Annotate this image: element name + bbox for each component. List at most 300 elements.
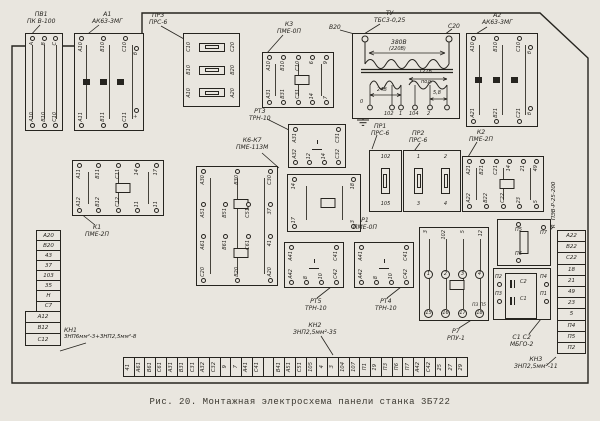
terminal [96, 197, 101, 213]
ref: А1 [103, 11, 112, 18]
terminal [494, 159, 499, 175]
thermal-row [76, 79, 131, 85]
strip-cell-label: А22 [566, 233, 577, 240]
block-k1-contactor [72, 160, 164, 216]
block-pr1-fuse [369, 150, 402, 212]
terminal-label: А10 [29, 112, 35, 122]
terminal-row [198, 169, 276, 185]
strip-cell-label: А20 [43, 232, 54, 239]
label-k3 [277, 21, 301, 36]
terminal [540, 225, 547, 236]
terminal-circle [480, 159, 485, 164]
label-r1 [350, 217, 377, 232]
transformer-windings [353, 34, 461, 120]
terminal [528, 45, 533, 54]
terminal [310, 89, 315, 105]
pole-line [264, 178, 265, 274]
terminal [246, 234, 251, 250]
right-terminals [131, 46, 142, 119]
terminal-label: А41 [288, 251, 294, 261]
terminal-circle [534, 159, 539, 164]
terminal-label: А [29, 42, 35, 46]
terminal-label: С10 [52, 112, 58, 122]
strip-cell-label: 25 [436, 363, 443, 371]
terminal-label-p4: П4 [540, 274, 547, 280]
terminal [381, 155, 391, 160]
terminal-label: 49 [532, 165, 539, 172]
terminal [268, 267, 273, 283]
terminal [517, 193, 522, 209]
terminal-circle [223, 202, 228, 207]
terminal-circle [544, 282, 549, 287]
terminal-label: 14 [308, 92, 315, 99]
terminal-label: 14 [320, 152, 327, 159]
terminal-circle [289, 280, 294, 285]
terminal-label: 2 [443, 154, 448, 160]
terminal [267, 55, 272, 71]
strip-cell-label: 4 [318, 365, 325, 369]
terminal-circle [494, 119, 499, 124]
terminal [444, 155, 447, 160]
terminal-circle [517, 36, 522, 41]
terminal-number: 1 [424, 270, 433, 279]
terminal [77, 197, 82, 213]
terminal [281, 89, 286, 105]
terminal-label: В20 [230, 65, 236, 75]
terminal-circle [494, 36, 499, 41]
strip-cell-label: А31 [168, 361, 175, 373]
coil-symbol [500, 179, 515, 189]
terminal-label: С12 [114, 197, 121, 207]
terminal-label: А10 [78, 42, 84, 52]
terminal [507, 159, 512, 175]
block-capacitors [493, 268, 551, 320]
terminal-number: 17 [459, 310, 466, 317]
terminal [223, 234, 228, 250]
pole-line [306, 186, 307, 220]
strip-cell-label: 103 [43, 272, 54, 279]
terminal [534, 159, 539, 175]
thermal-element [83, 79, 90, 85]
terminal [304, 269, 309, 285]
terminal-label: В20 [233, 267, 240, 277]
label-rt4 [375, 298, 397, 313]
terminal-label: А20 [267, 267, 273, 277]
fuse-group [405, 153, 459, 209]
terminal-label: б [133, 51, 139, 55]
terminal-label: 4 [443, 201, 448, 207]
terminal [30, 112, 35, 128]
terminal [292, 177, 297, 189]
strip-cell-label: А41 [243, 361, 250, 373]
terminal [53, 36, 58, 46]
terminal [135, 197, 140, 213]
label-kn2 [293, 322, 337, 337]
label-pr2 [409, 130, 427, 145]
terminal-row [468, 108, 525, 124]
block-k2-contactor [462, 156, 544, 212]
strip-cell-label: В41 [275, 361, 282, 373]
terminal-label: В11 [100, 112, 106, 122]
terminal [293, 127, 298, 143]
corner-label: П3 П5 [472, 303, 486, 308]
strip-cell [25, 333, 61, 346]
terminal-circle [246, 234, 251, 239]
terminal-row [198, 234, 276, 250]
strip-cell-label: 104 [340, 362, 347, 372]
terminal-label: В12 [95, 197, 102, 207]
terminal-row [264, 55, 332, 71]
terminal [231, 88, 236, 98]
terminal-label: 17 [291, 216, 297, 223]
terminal-circle [516, 258, 521, 263]
terminal-circle [307, 160, 312, 165]
capacitor-symbol [510, 297, 516, 305]
model: ЗНП2,5мм²-35 [293, 329, 337, 337]
strip-cell-label: А42 [415, 361, 422, 373]
terminal [292, 217, 297, 229]
tap-2: 2 [427, 111, 431, 117]
terminal-label: 7 [323, 95, 329, 99]
terminal-circle [319, 280, 324, 285]
terminal [123, 112, 128, 128]
strip-cell-label: Н [46, 293, 51, 300]
terminal-label: С31 [335, 133, 341, 143]
fuse-symbol [381, 168, 390, 194]
ref: ПР2 [411, 130, 425, 137]
terminal-label: А31 [292, 133, 298, 143]
terminal [515, 222, 522, 233]
strip-cell-label: П5 [567, 333, 576, 340]
terminal [471, 36, 476, 52]
model: ПМЕ-2П [85, 231, 109, 239]
block-pv1-package-switch [25, 33, 63, 131]
terminal-row [74, 163, 162, 179]
right-terminals [525, 45, 536, 115]
terminal-label: С20 [230, 42, 236, 53]
terminal-label: А22 [466, 193, 472, 203]
terminal-circle [322, 160, 327, 165]
terminal-label: П7 [540, 230, 547, 237]
terminal-circle [528, 45, 533, 50]
terminal [471, 108, 476, 124]
terminal-label: С11 [114, 169, 121, 179]
ref: К6-К7 [242, 137, 262, 144]
terminal-label: А10 [266, 61, 272, 71]
terminal-circle [324, 55, 329, 60]
terminal [480, 159, 485, 175]
label-resistor [551, 178, 557, 228]
terminal-strip-kn1 [25, 231, 61, 346]
terminal-circle [281, 55, 286, 60]
terminal-circle [281, 100, 286, 105]
strip-cell-label: 37 [45, 262, 52, 269]
strip-cell-label: С41 [254, 361, 261, 373]
secondary-127v: 127В [419, 69, 432, 75]
strip-cell [456, 357, 468, 377]
terminal-label: С51 [244, 207, 251, 218]
ref: ПВ1 [34, 11, 48, 18]
terminal-label: С21 [516, 108, 522, 118]
terminal [235, 169, 240, 185]
label-rt3 [249, 108, 271, 123]
terminal [135, 163, 140, 179]
terminal-circle [30, 36, 35, 41]
terminal-label: В22 [482, 193, 489, 203]
fuse-symbol [199, 66, 225, 75]
terminal-row [76, 36, 131, 52]
ref: R [551, 224, 557, 228]
heater-symbol [309, 263, 319, 269]
terminal-number: 15 [425, 310, 432, 317]
terminal-label: 1 [416, 154, 421, 160]
terminal-circle [304, 280, 309, 285]
strip-cell-label: А32 [200, 361, 207, 373]
terminal [30, 36, 35, 46]
strip-cell [557, 342, 586, 354]
terminal-row [286, 245, 342, 261]
terminal-label: П5 [515, 227, 522, 233]
model: ПРС-6 [409, 137, 428, 145]
terminal [42, 112, 47, 128]
terminal [223, 202, 228, 218]
block-a2-breaker [466, 33, 538, 127]
terminal-label: б [527, 111, 533, 115]
terminal-label: А21 [470, 108, 476, 118]
terminal-label: 10 [388, 272, 394, 279]
terminal-label: В [40, 42, 47, 46]
strip-cell-label: 105 [307, 362, 314, 372]
terminal [154, 163, 159, 179]
terminal-circle [484, 204, 489, 209]
terminal-label: 17 [153, 169, 159, 176]
ref: К2 [476, 129, 486, 136]
terminal-label: А42 [288, 269, 294, 279]
model: ПРС-6 [149, 19, 168, 27]
terminal-label: 8 [373, 275, 379, 279]
terminal-circle [471, 36, 476, 41]
terminal-row [27, 112, 61, 128]
terminal [42, 36, 47, 46]
terminal [296, 55, 301, 71]
terminal [268, 169, 273, 185]
terminal-label: 102 [441, 230, 448, 240]
block-pr3-fuses [183, 33, 240, 107]
terminal-circle [235, 278, 240, 283]
terminal [267, 89, 272, 105]
terminal-row [286, 269, 342, 285]
terminal-row [499, 252, 538, 263]
terminal [461, 230, 466, 240]
terminal-label: В31 [280, 89, 287, 99]
tap-0: 0 [360, 99, 364, 105]
secondary-24v: 24В [377, 87, 387, 93]
terminal [521, 159, 526, 175]
terminal-circle [528, 106, 533, 111]
block-k6-k7-contactor [196, 166, 278, 286]
terminal-label: А31 [266, 89, 272, 99]
strip-cell-label: В12 [37, 325, 49, 332]
terminal-label: А11 [76, 169, 82, 179]
terminal-label: С10 [122, 42, 128, 52]
terminal-row [421, 230, 487, 240]
terminal-row [27, 36, 61, 46]
terminal-row [464, 159, 542, 175]
terminal-circle [201, 169, 206, 174]
terminal [381, 202, 391, 207]
strip-cell-label: В61 [146, 361, 153, 373]
terminal-label-p2: П2 [495, 274, 502, 280]
terminal-number: 2 [441, 270, 450, 279]
fuse-symbol [199, 88, 225, 97]
terminal [116, 163, 121, 179]
terminal [515, 252, 522, 263]
terminal [201, 169, 206, 185]
fuse [185, 88, 238, 98]
strip-cell-label: А51 [286, 361, 293, 373]
terminal-row [468, 36, 525, 52]
terminal [235, 267, 240, 283]
terminal-label: С42 [333, 269, 339, 279]
strip-cell-label: В31 [178, 361, 185, 373]
block-resistor [497, 219, 551, 266]
model: ПМЕ-113М [236, 144, 269, 152]
strip-cell-label: С22 [566, 255, 577, 262]
terminal-row [499, 222, 538, 233]
terminal-circle [467, 204, 472, 209]
terminal [246, 202, 251, 218]
terminal [154, 197, 159, 213]
terminal-label: 11 [153, 200, 159, 207]
heater-symbol [379, 263, 389, 269]
terminal-row [289, 177, 359, 189]
terminal-label: 3 [350, 219, 356, 223]
terminal [289, 269, 294, 285]
ref: РТ3 [254, 108, 266, 115]
terminal [79, 112, 84, 128]
terminal-label: С30 [267, 175, 273, 185]
terminal [101, 36, 106, 52]
terminal-label: В21 [493, 108, 499, 118]
terminal [324, 89, 329, 105]
terminal [351, 177, 356, 189]
terminal-circle [79, 123, 84, 128]
terminal [231, 65, 236, 75]
terminal-row [464, 193, 542, 209]
pole-line [237, 178, 238, 274]
terminal-circle [101, 123, 106, 128]
terminal-label: В21 [479, 165, 486, 175]
terminal [404, 245, 409, 261]
model: ПРС-6 [371, 130, 390, 138]
fuse [441, 153, 450, 209]
terminal-label: С31 [294, 89, 301, 99]
strip-cell-label: С61 [157, 361, 164, 373]
strip-cell-label: 9 [221, 365, 228, 369]
coil-symbol [320, 198, 335, 208]
terminal [417, 202, 420, 207]
terminal [417, 155, 420, 160]
strip-cell-label: 35 [45, 282, 52, 289]
label-kn3 [514, 356, 558, 371]
terminal-label: 21 [519, 165, 526, 172]
terminal-label: А51 [200, 207, 206, 218]
label-pr3 [149, 12, 167, 27]
terminal [268, 202, 273, 218]
terminal-label: 12 [306, 152, 313, 159]
strip-cell-label: П3 [383, 363, 390, 371]
terminal-label: 14 [291, 183, 297, 190]
strip-cell-label: 41 [125, 363, 132, 371]
terminal-circle [471, 119, 476, 124]
terminal-label: 14 [506, 165, 513, 172]
terminal-circle [201, 278, 206, 283]
terminal-label: 5 [533, 199, 539, 203]
terminal-circle [42, 36, 47, 41]
wire-label-v20: В20 [329, 24, 341, 31]
terminal-circle [404, 245, 409, 250]
terminal-circle [77, 163, 82, 168]
terminal [281, 55, 286, 71]
tap-102: 102 [384, 111, 394, 117]
strip-cell-label: С12 [37, 336, 49, 343]
terminal-label: б [527, 51, 533, 55]
coil-symbol [294, 75, 309, 85]
terminal [77, 163, 82, 179]
terminal-circle [351, 177, 356, 182]
strip-cell-label: 21 [568, 277, 575, 284]
terminal-circle [246, 202, 251, 207]
strip-cell-label: П7 [404, 363, 411, 371]
terminal-number: 18 [476, 310, 483, 317]
block-r7-relay [419, 227, 489, 321]
strip-cell-label: С51 [297, 361, 304, 373]
model: РПУ-1 [447, 335, 465, 343]
terminal [484, 193, 489, 209]
terminal-label: С41 [333, 251, 339, 261]
terminal-circle [521, 159, 526, 164]
terminal [334, 245, 339, 261]
terminal [289, 245, 294, 261]
terminal [296, 89, 301, 105]
terminal-number: 3 [458, 270, 467, 279]
terminal [268, 234, 273, 250]
terminal-label: 10 [318, 272, 324, 279]
cap-label-c1: С1 [520, 296, 527, 302]
ref: ПР1 [373, 123, 387, 130]
thermal-element [475, 77, 482, 83]
terminal-row [356, 269, 412, 285]
terminal-circle [296, 100, 301, 105]
terminal-circle [135, 163, 140, 168]
terminal-circle [467, 159, 472, 164]
terminal-circle [53, 36, 58, 41]
terminal [334, 269, 339, 285]
terminal [293, 149, 298, 165]
terminal-circle [501, 204, 506, 209]
terminal [479, 230, 484, 240]
block-pr2-fuses [403, 150, 461, 212]
terminal-circle [134, 46, 139, 51]
terminal [96, 163, 101, 179]
terminal [374, 269, 379, 285]
block-k3-contactor [262, 52, 334, 108]
strip-cell-label: В22 [566, 244, 577, 251]
strip-cell-label: 43 [45, 252, 52, 259]
terminal [322, 149, 327, 165]
primary-voltage-alt: (220В) [389, 46, 406, 52]
terminal-circle [116, 208, 121, 213]
